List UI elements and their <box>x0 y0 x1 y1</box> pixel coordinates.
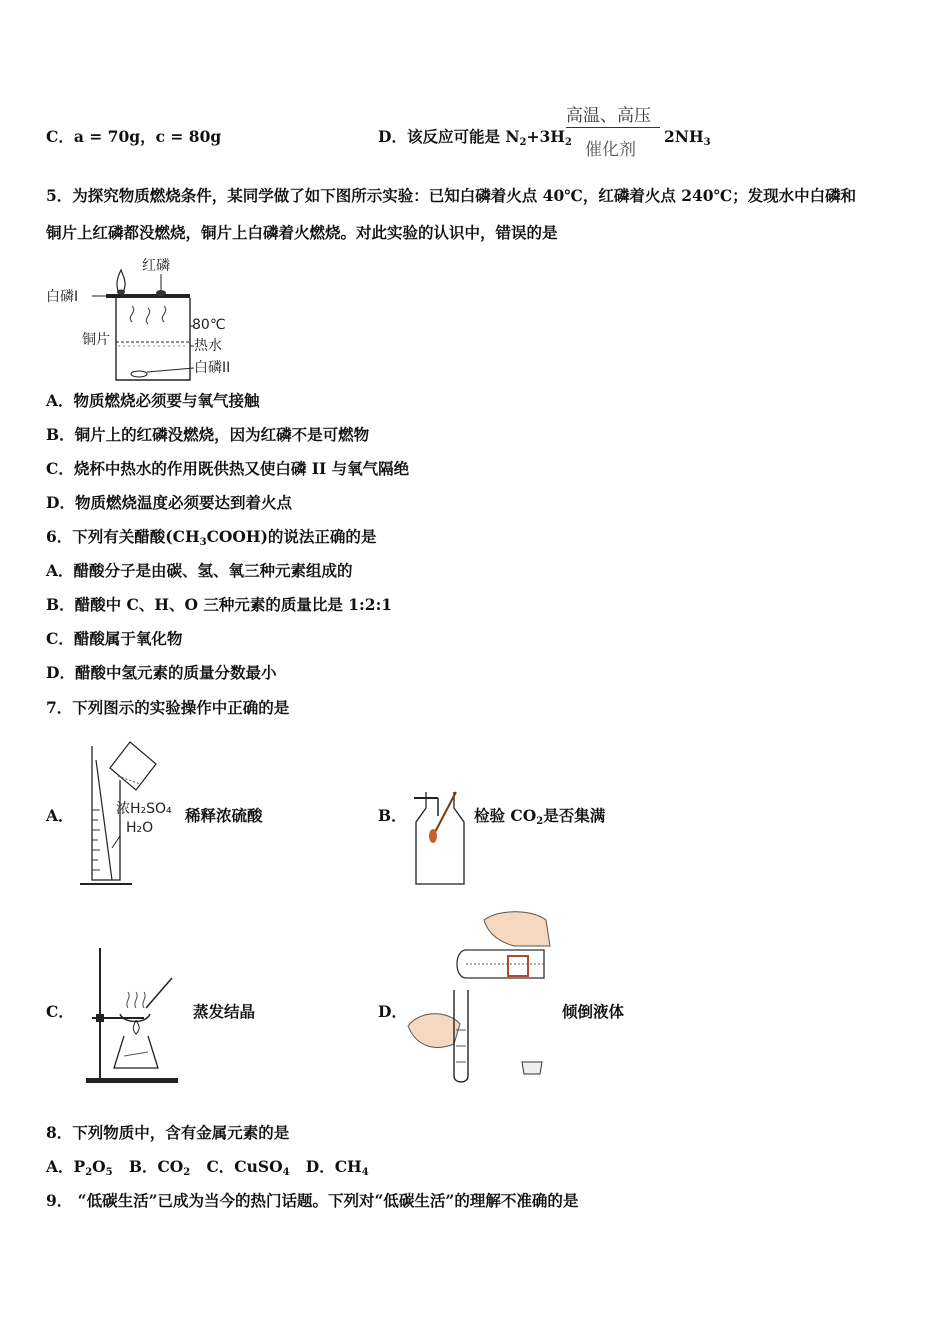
q4-condition-top: 高温、高压 <box>566 106 651 126</box>
q5-stem-line2: 铜片上红磷都没燃烧，铜片上白磷着火燃烧。对此实验的认识中，错误的是 <box>46 223 558 242</box>
copper-plate <box>106 294 190 298</box>
q4-condition-bottom: 催化剂 <box>585 140 636 160</box>
q4-option-d: D．该反应可能是 $N_2+3H_2$ <box>378 127 572 148</box>
red-phosphorus <box>156 290 166 296</box>
q6-option-d: D．醋酸中氢元素的质量分数最小 <box>46 663 277 682</box>
q4-product: $2NH_3$ <box>664 127 711 148</box>
q4-option-c: C．a = 70g，c = 80g <box>46 127 222 146</box>
q8-option-d: D．$CH_4$ <box>305 1157 369 1178</box>
q7-a-caption: 稀释浓硫酸 <box>185 806 263 825</box>
q5-option-b: B．铜片上的红磷没燃烧，因为红磷不是可燃物 <box>46 425 370 444</box>
steam-icon <box>127 992 145 1008</box>
q5-label-white-phosphorus-1: 白磷Ⅰ <box>46 289 79 305</box>
bottle-stopper <box>522 1062 542 1074</box>
q4-reaction-arrow <box>566 127 660 128</box>
q7-d-letter: D． <box>378 1002 407 1021</box>
q8-option-a: A．$P_2O_5$ <box>46 1157 113 1178</box>
steam-icon <box>130 306 165 324</box>
q6-option-a: A．醋酸分子是由碳、氢、氧三种元素组成的 <box>46 561 353 580</box>
q8-stem: 8．下列物质中，含有金属元素的是 <box>46 1123 290 1142</box>
q7-d-pouring-figure <box>404 906 554 1086</box>
q7-b-gas-bottle-figure <box>412 786 472 888</box>
hand-icon <box>484 912 550 946</box>
q6-option-c: C．醋酸属于氧化物 <box>46 629 183 648</box>
hand-icon <box>408 1014 460 1048</box>
q7-stem: 7．下列图示的实验操作中正确的是 <box>46 698 290 717</box>
bottle-label <box>508 956 528 976</box>
beaker <box>116 298 190 380</box>
q5-option-d: D．物质燃烧温度必须要达到着火点 <box>46 493 292 512</box>
q5-stem-line1: 5．为探究物质燃烧条件，某同学做了如下图所示实验：已知白磷着火点 40℃，红磷着火点 240℃；发现水中白磷和 <box>46 186 857 205</box>
pouring-beaker <box>110 742 156 790</box>
q8-options <box>46 1157 369 1177</box>
q7-c-evaporation-figure <box>84 944 184 1086</box>
glass-rod <box>146 978 172 1008</box>
q5-label-hot-water: 热水 <box>194 338 222 354</box>
gas-bottle <box>416 792 464 884</box>
q7-b-caption: 检验 $CO_2$是否集满 <box>474 806 606 827</box>
flame-icon <box>429 829 437 843</box>
q5-combustion-figure <box>44 252 274 384</box>
q9-stem: 9． “低碳生活”已成为当今的热门话题。下列对“低碳生活”的理解不准确的是 <box>46 1191 579 1210</box>
q7-a-label-water: H₂O <box>126 820 154 836</box>
q8-option-b: B．$CO_2$ <box>128 1157 191 1178</box>
q6-option-b: B．醋酸中 C、H、O 三种元素的质量比是 1:2:1 <box>46 595 393 614</box>
q7-d-caption: 倾倒液体 <box>562 1002 625 1021</box>
q5-label-copper: 铜片 <box>82 332 110 348</box>
q8-option-c: C．CuSO$_4$ <box>206 1157 290 1178</box>
q5-label-temp: 80℃ <box>192 317 226 333</box>
q7-c-caption: 蒸发结晶 <box>193 1002 256 1021</box>
white-phosphorus-2 <box>131 371 147 377</box>
q6-stem: 6．下列有关醋酸$(CH_3COOH)$的说法正确的是 <box>46 527 377 548</box>
q7-c-letter: C． <box>46 1002 74 1021</box>
q5-label-white-phosphorus-2: 白磷II <box>194 360 231 376</box>
q7-b-letter: B． <box>378 806 407 825</box>
q7-a-letter: A． <box>46 806 74 825</box>
q5-option-a: A．物质燃烧必须要与氧气接触 <box>46 391 260 410</box>
q7-a-dilute-acid-figure <box>76 740 186 888</box>
q5-option-c: C．烧杯中热水的作用既供热又使白磷 II 与氧气隔绝 <box>46 459 410 478</box>
alcohol-lamp <box>114 1036 158 1068</box>
q7-a-label-acid: 浓H₂SO₄ <box>116 801 172 817</box>
glass-rod <box>96 760 112 880</box>
q5-label-red-phosphorus: 红磷 <box>142 258 170 274</box>
